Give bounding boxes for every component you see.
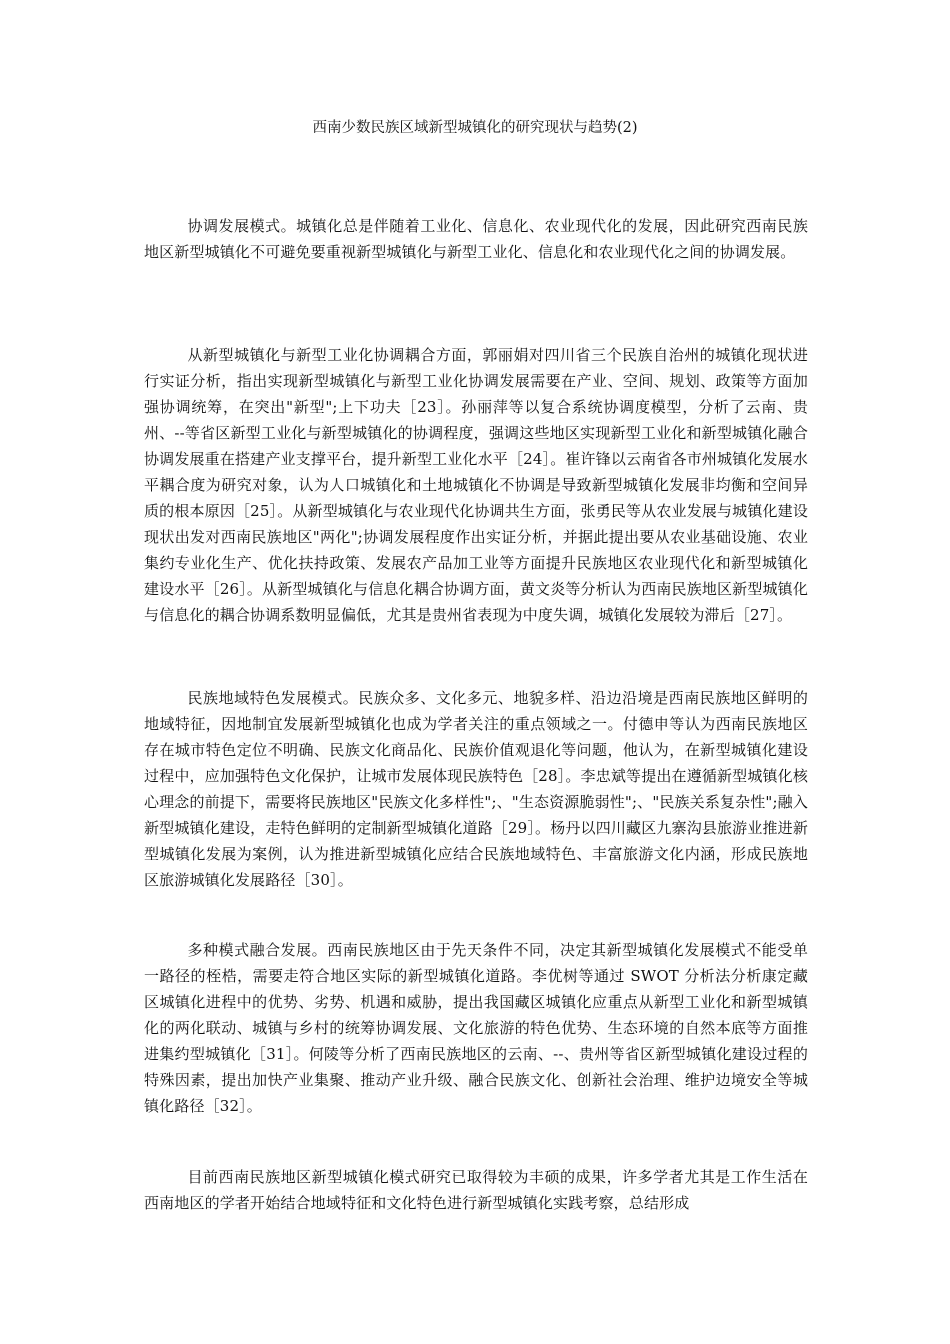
paragraph-coupling-studies: 从新型城镇化与新型工业化协调耦合方面，郭丽娟对四川省三个民族自治州的城镇化现状进行实证分析，指出实现新型城镇化与新型工业化协调发展需要在产业、空间、规划、政策等方面加强协调统筹，在突出"新型";上下功夫［23］。孙丽萍等以复合系统协调度模型，分析了云南、贵州、--等省区新型工业化与新型城镇化的协调程度，强调这些地区实现新型工业化和新型城镇化融合协调发展重在搭建产业支撑平台，提升新型工业化水平［24］。崔许锋以云南省各市州城镇化发展水平耦合度为研究对象，认为人口城镇化和土地城镇化不协调是导致新型城镇化发展非均衡和空间异质的根本原因［25］。从新型城镇化与农业现代化协调共生方面，张勇民等从农业发展与城镇化建设现状出发对西南民族地区"两化";协调发展程度作出实证分析，并据此提出要从农业基础设施、农业集约专业化生产、优化扶持政策、发展农产品加工业等方面提升民族地区农业现代化和新型城镇化建设水平［26］。从新型城镇化与信息化耦合协调方面，黄文炎等分析认为西南民族地区新型城镇化与信息化的耦合协调系数明显偏低，尤其是贵州省表现为中度失调，城镇化发展较为滞后［27］。 xyxy=(144,346,808,624)
paragraph-multi-model-integration: 多种模式融合发展。西南民族地区由于先天条件不同，决定其新型城镇化发展模式不能受单一路径的桎梏，需要走符合地区实际的新型城镇化道路。李优树等通过 SWOT 分析法分析康定藏区城镇化进程中的优势、劣势、机遇和威胁，提出我国藏区城镇化应重点从新型工业化和新型城镇化的两化联动、城镇与乡村的统筹协调发展、文化旅游的特色优势、生态环境的自然本底等方面推进集约型城镇化［31］。何陵等分析了西南民族地区的云南、--、贵州等省区新型城镇化建设过程的特殊因素，提出加快产业集聚、推动产业升级、融合民族文化、创新社会治理、维护边境安全等城镇化路径［32］。 xyxy=(144,941,808,1115)
document-title: 西南少数民族区域新型城镇化的研究现状与趋势(2) xyxy=(312,120,638,136)
paragraph-current-research: 目前西南民族地区新型城镇化模式研究已取得较为丰硕的成果，许多学者尤其是工作生活在西南地区的学者开始结合地域特征和文化特色进行新型城镇化实践考察，总结形成 xyxy=(144,1168,808,1212)
paragraph-coordinated-development: 协调发展模式。城镇化总是伴随着工业化、信息化、农业现代化的发展，因此研究西南民族地区新型城镇化不可避免要重视新型城镇化与新型工业化、信息化和农业现代化之间的协调发展。 xyxy=(144,217,808,261)
paragraph-ethnic-regional-model: 民族地域特色发展模式。民族众多、文化多元、地貌多样、沿边沿境是西南民族地区鲜明的地域特征，因地制宜发展新型城镇化也成为学者关注的重点领域之一。付德申等认为西南民族地区存在城市特色定位不明确、民族文化商品化、民族价值观退化等问题，他认为，在新型城镇化建设过程中，应加强特色文化保护，让城市发展体现民族特色［28］。李忠斌等提出在遵循新型城镇化核心理念的前提下，需要将民族地区"民族文化多样性";、"生态资源脆弱性";、"民族关系复杂性";融入新型城镇化建设，走特色鲜明的定制新型城镇化道路［29］。杨丹以四川藏区九寨沟县旅游业推进新型城镇化发展为案例，认为推进新型城镇化应结合民族地域特色、丰富旅游文化内涵，形成民族地区旅游城镇化发展路径［30］。 xyxy=(144,689,808,889)
